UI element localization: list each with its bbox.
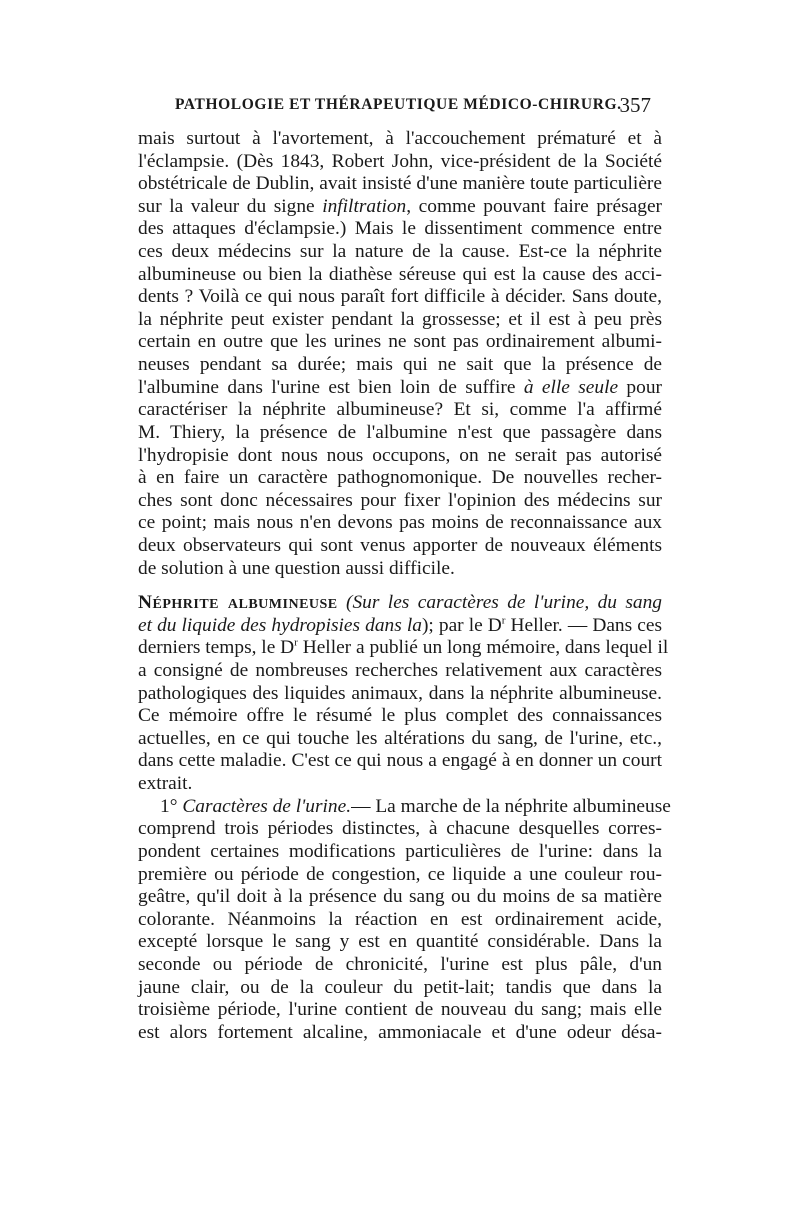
text-line: seconde ou période de chronicité, l'urine est plus pâle, d'un [138,953,662,975]
text-line [138,592,662,615]
text-run: sur la valeur du signe [138,195,323,217]
paragraph-3 [138,795,671,1045]
italic-run: infiltration [322,195,407,217]
text-line: jaune clair, ou de la couleur du petit-lait; tandis que dans la [138,976,662,998]
running-header [175,94,655,122]
text-run: pour [618,376,662,398]
paragraph-2 [138,592,669,795]
text-line [138,795,671,819]
text-line: a consigné de nombreuses recherches relativement aux caractères [138,660,662,682]
paragraph-3-lines [138,818,662,1044]
text-line: des attaques d'éclampsie.) Mais le dissentiment commence entre [138,218,662,240]
text-line: dans cette maladie. C'est ce qui nous a engagé à en donner un court [138,750,662,772]
text-line: obstétricale de Dublin, avait insisté d'une manière toute particulière [138,173,662,195]
body-text [138,128,671,1044]
text-run: Heller. — Dans ces [505,614,662,636]
text-line: pathologiques des liquides animaux, dans la néphrite albumineuse. [138,682,662,704]
text-line: ces deux médecins sur la nature de la cause. Est-ce la néphrite [138,241,662,263]
text-line: est alors fortement alcaline, ammoniacale et d'une odeur désa- [138,1021,662,1043]
running-title: PATHOLOGIE ET THÉRAPEUTIQUE MÉDICO-CHIRURG. [175,96,622,113]
text-line: ce point; mais nous n'en devons pas moins de reconnaissance aux [138,512,662,534]
item-number: 1° [160,795,178,817]
text-line: troisième période, l'urine contient de nouveau du sang; mais elle [138,999,662,1021]
text-run: l'albumine dans l'urine est bien loin de suffire [138,376,524,398]
text-line: neuses pendant sa durée; mais qui ne sait que la présence de [138,354,662,376]
italic-run: à elle seule [523,376,619,398]
text-line [138,377,662,400]
text-line: pondent certaines modifications particulières de l'urine: dans la [138,840,662,862]
text-run: — La marche de la néphrite albumineuse [351,795,671,817]
paragraph-gap [138,580,662,592]
text-run: , comme pouvant faire présager [406,195,663,217]
text-line: l'hydropisie dont nous nous occupons, on ne serait pas autorisé [138,444,662,466]
text-line: première ou période de congestion, ce liquide a une couleur rou- [138,863,662,885]
page-number: 357 [619,93,651,117]
text-line: à en faire un caractère pathognomonique. De nouvelles recher- [138,467,662,489]
paragraph-1 [138,128,662,580]
superscript: r [294,636,298,649]
text-line [138,636,669,660]
text-run: Heller a publié un long mémoire, dans lequel il [297,637,669,659]
text-line: de solution à une question aussi difficile. [138,557,455,579]
text-line: albumineuse ou bien la diathèse séreuse qui est la cause des acci- [138,263,662,285]
text-run: ); par le D [421,614,502,636]
text-line: certain en outre que les urines ne sont pas ordinairement albumi- [138,331,662,353]
text-line: colorante. Néanmoins la réaction en est ordinairement acide, [138,908,662,930]
subsection-title: Caractères de l'urine. [182,795,352,817]
text-line: actuelles, en ce qui touche les altérations du sang, de l'urine, etc., [138,727,662,749]
section-heading: Néphrite albumineuse [138,592,338,614]
text-line: dents ? Voilà ce qui nous paraît fort difficile à décider. Sans doute, [138,286,662,308]
heading-subtitle-cont: et du liquide des hydropisies dans la [138,614,422,636]
text-line: comprend trois périodes distinctes, à chacune desquelles corres- [138,818,662,840]
text-line: la néphrite peut exister pendant la grossesse; et il est à peu près [138,308,662,330]
paragraph-2-lines [138,660,662,796]
heading-subtitle: (Sur les caractères de l'urine, du sang [346,592,662,614]
text-line: ches sont donc nécessaires pour fixer l'opinion des médecins sur [138,489,662,511]
text-line: l'éclampsie. (Dès 1843, Robert John, vice-président de la Société [138,150,662,172]
text-line [138,615,662,638]
text-line: extrait. [138,773,193,795]
text-run: derniers temps, le D [138,637,295,659]
text-line: Ce mémoire offre le résumé le plus complet des connaissances [138,705,662,727]
text-line: caractériser la néphrite albumineuse? Et si, comme l'a affirmé [138,399,662,421]
text-line: deux observateurs qui sont venus apporter de nouveaux éléments [138,534,662,556]
text-line: excepté lorsque le sang y est en quantité considérable. Dans la [138,931,662,953]
text-line: geâtre, qu'il doit à la présence du sang ou du moins de sa matière [138,886,662,908]
text-line: mais surtout à l'avortement, à l'accouchement prématuré et à [138,128,662,149]
text-line: M. Thiery, la présence de l'albumine n'est que passagère dans [138,421,662,443]
text-line [138,196,662,219]
superscript: r [501,614,506,627]
